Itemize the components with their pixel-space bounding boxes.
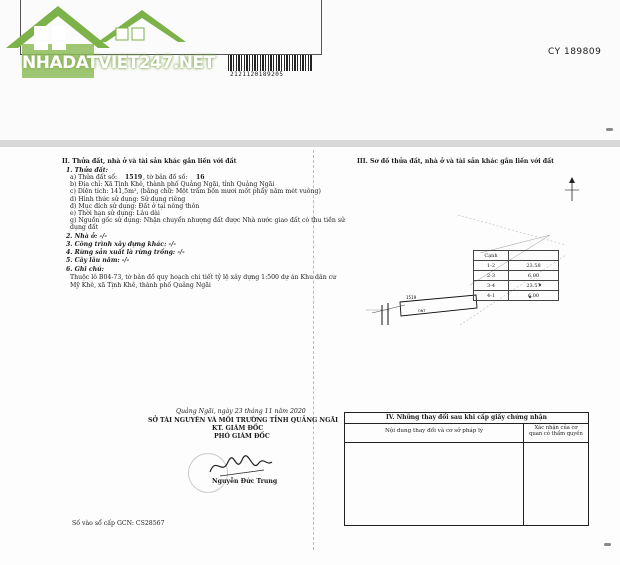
item-1-label: 1. Thửa đất:	[66, 167, 108, 174]
table-row	[474, 261, 559, 271]
page-gap	[0, 140, 620, 147]
certificate-front-page	[0, 0, 620, 140]
changes-content-column	[345, 424, 524, 525]
table-row	[474, 291, 559, 301]
page-corner-mark	[604, 543, 611, 546]
note-line-1: Thuộc lô B04-73, tờ bản đồ quy hoạch chi tiết tỷ lệ xây dựng 1:500 dự án Khu dân cư	[70, 274, 337, 281]
table-cell: 23.57	[509, 281, 559, 291]
changes-content-header: Nội dung thay đổi và cơ sở pháp lý	[385, 428, 484, 434]
section-4-title: IV. Những thay đổi sau khi cấp giấy chứng nhận	[345, 413, 588, 424]
table-cell: 23.58	[509, 261, 559, 271]
table-cell: 4-1	[474, 291, 509, 301]
notes-label: 6. Ghi chú:	[66, 266, 104, 273]
table-row	[474, 271, 559, 281]
svg-text:ONT: ONT	[418, 309, 426, 313]
fold-divider	[313, 150, 315, 550]
changes-header-rule	[345, 442, 588, 443]
parcel-area: c) Diện tích: 141,5m², (bằng chữ: Một trăm bốn mươi mốt phẩy năm mét vuông)	[70, 188, 321, 195]
perennial-item: 5. Cây lâu năm: -/-	[66, 257, 130, 264]
parcel-address: b) Địa chỉ: Xã Tịnh Khê, thành phố Quảng Ngãi, tỉnh Quảng Ngãi	[70, 181, 275, 188]
sheet-label: , tờ bản đồ số:	[143, 174, 188, 181]
changes-table	[344, 412, 589, 526]
watermark-logo-text: NHADATVIET247.NET	[22, 53, 215, 73]
table-row	[474, 251, 559, 261]
table-cell	[509, 251, 559, 261]
table-cell: 2-3	[474, 271, 509, 281]
section-2-title: II. Thửa đất, nhà ở và tài sản khác gắn liền với đất	[62, 158, 237, 165]
certificate-serial: CY 189809	[548, 47, 602, 57]
deputy-director: PHÓ GIÁM ĐỐC	[214, 433, 270, 440]
issuing-agency: SỞ TÀI NGUYÊN VÀ MÔI TRƯỜNG TỈNH QUẢNG NGÃI	[148, 417, 339, 424]
sheet-number: 16	[196, 174, 205, 181]
table-cell: 1-2	[474, 261, 509, 271]
section-3-title: III. Sơ đồ thửa đất, nhà ở và tài sản khác gắn liền với đất	[357, 158, 555, 165]
note-line-2: Mỹ Khê, xã Tịnh Khê, thành phố Quảng Ngãi	[70, 282, 211, 289]
boundary-length-table	[473, 250, 559, 301]
parcel-number: 1519	[125, 174, 143, 181]
forest-item: 4. Rừng sản xuất là rừng trồng: -/-	[66, 249, 185, 256]
kt-director: KT. GIÁM ĐỐC	[212, 425, 264, 432]
house-item: 2. Nhà ở: -/-	[66, 233, 107, 240]
table-cell: 3-4	[474, 281, 509, 291]
page-corner-mark	[606, 128, 613, 131]
table-cell: 6.00	[509, 291, 559, 301]
usage-origin: g) Nguồn gốc sử dụng: Nhận chuyển nhượng đất được Nhà nước giao đất có thu tiền sử	[70, 217, 345, 224]
signer-name: Nguyễn Đức Trung	[212, 478, 278, 485]
svg-text:1519: 1519	[406, 295, 417, 300]
registry-number: Số vào sổ cấp GCN: CS28567	[72, 520, 165, 527]
signature-scribble-icon	[206, 452, 276, 480]
usage-form: d) Hình thức sử dụng: Sử dụng riêng	[70, 196, 186, 203]
changes-confirmation-column	[524, 424, 588, 525]
construction-item: 3. Công trình xây dựng khác: -/-	[66, 241, 176, 248]
changes-confirmation-header: Xác nhận của cơ quan có thẩm quyền	[529, 425, 583, 437]
parcel-label: a) Thửa đất số:	[70, 174, 118, 181]
usage-purpose: đ) Mục đích sử dụng: Đất ở tại nông thôn	[70, 203, 200, 210]
usage-term: e) Thời hạn sử dụng: Lâu dài	[70, 210, 160, 217]
issue-date: Quảng Ngãi, ngày 23 tháng 11 năm 2020	[176, 408, 306, 415]
usage-origin-cont: dụng đất	[70, 224, 99, 231]
table-row	[474, 281, 559, 291]
barcode	[228, 55, 312, 71]
table-cell: 6.00	[509, 271, 559, 281]
table-cell: Cạnh	[474, 251, 509, 261]
barcode-number: 2121120189205	[230, 71, 284, 78]
